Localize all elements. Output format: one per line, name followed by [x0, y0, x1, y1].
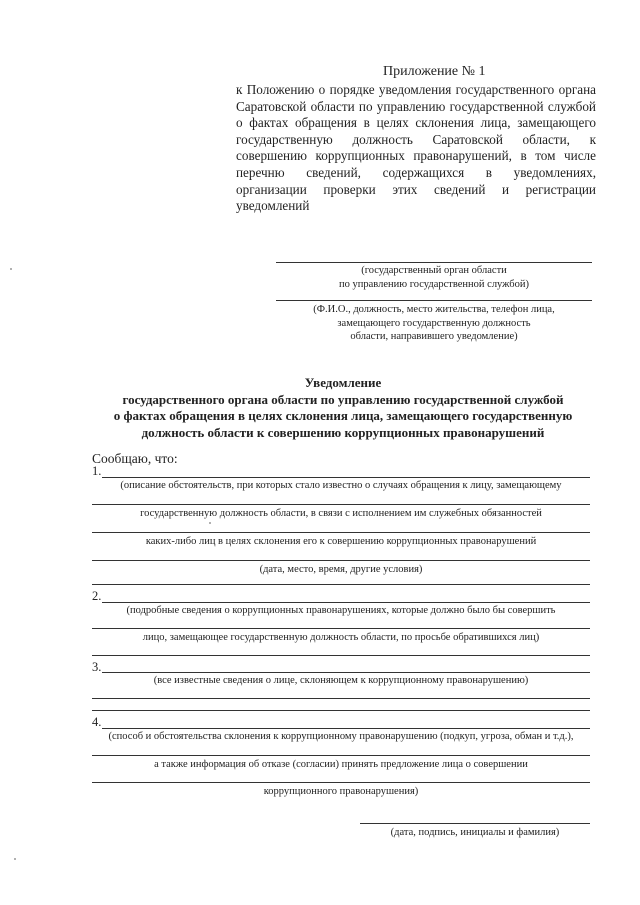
- item-caption: коррупционного правонарушения): [263, 786, 419, 797]
- signature-line: [360, 823, 590, 824]
- caption-line: области, направившего уведомление): [350, 331, 518, 342]
- caption-line: по управлению государственной службой): [339, 278, 529, 290]
- item-caption: (подробные сведения о коррупционных правонарушениях, которые должно было бы совершить: [126, 605, 556, 616]
- fill-line: [92, 655, 590, 656]
- item-caption: (дата, место, время, другие условия): [259, 564, 423, 575]
- item-caption: каких-либо лиц в целях склонения его к совершению коррупционных правонарушений: [145, 536, 537, 547]
- item-number: 1.: [92, 464, 102, 478]
- caption-line: (Ф.И.О., должность, место жительства, телефон лица,: [313, 304, 555, 315]
- addressee-caption-2: [276, 303, 592, 344]
- fill-line: [92, 504, 590, 505]
- report-intro: Сообщаю, что:: [92, 451, 178, 466]
- fill-line: [102, 602, 590, 603]
- caption-line: (государственный орган области: [361, 265, 507, 276]
- appendix-title: Приложение № 1: [383, 64, 486, 79]
- addressee-caption-1: [276, 264, 592, 291]
- scan-speck: [209, 522, 211, 524]
- notice-title: Уведомление: [304, 375, 382, 390]
- fill-line: [102, 728, 590, 729]
- item-caption: (все известные сведения о лице, склоняющем к коррупционному правонарушению): [153, 675, 529, 686]
- caption-line: замещающего государственную должность: [337, 317, 531, 329]
- fill-line: [92, 532, 590, 533]
- item-number: 4.: [92, 715, 102, 729]
- signature-caption: (дата, подпись, инициалы и фамилия): [390, 827, 560, 838]
- scan-speck: [10, 268, 12, 270]
- item-caption: государственную должность области, в связи с исполнением им служебных обязанностей: [140, 508, 542, 519]
- item-number: 3.: [92, 660, 102, 674]
- notice-heading: [60, 375, 626, 441]
- item-caption: лицо, замещающее государственную должность области, по просьбе обратившихся лиц): [142, 632, 540, 643]
- item-caption: а также информация об отказе (согласии) принять предложение лица о совершении: [154, 759, 528, 770]
- fill-line: [92, 710, 590, 711]
- fill-line: [92, 560, 590, 561]
- fill-line: [102, 672, 590, 673]
- fill-line: [92, 584, 590, 585]
- fill-line: [92, 755, 590, 756]
- notice-subtitle-line: о фактах обращения в целях склонения лица, замещающего государственную: [113, 408, 573, 423]
- sender-line: [276, 300, 592, 301]
- fill-line: [92, 628, 590, 629]
- item-caption: (способ и обстоятельства склонения к коррупционному правонарушению (подкуп, угроза, обман и т.д.),: [108, 731, 574, 742]
- notice-subtitle-line: должность области к совершению коррупционных правонарушений: [141, 424, 545, 440]
- fill-line: [92, 698, 590, 699]
- scan-speck: [14, 858, 16, 860]
- fill-line: [102, 477, 590, 478]
- item-caption: (описание обстоятельств, при которых стало известно о случаях обращения к лицу, замещающему: [120, 480, 562, 491]
- item-number: 2.: [92, 589, 102, 603]
- fill-line: [92, 782, 590, 783]
- notice-subtitle-line: государственного органа области по управлению государственной службой: [122, 391, 564, 407]
- addressee-line: [276, 262, 592, 263]
- appendix-text: к Положению о порядке уведомления государственного органа Саратовской области по управлению государственной службой о фактах обращения в целях склонения лица, замещающего государственную должность Саратовской области, к совершению коррупционных правонарушений, в том числе перечню сведений, содержащихся в уведомлениях, организации проверки этих сведений и регистрации уведомлений: [236, 82, 596, 214]
